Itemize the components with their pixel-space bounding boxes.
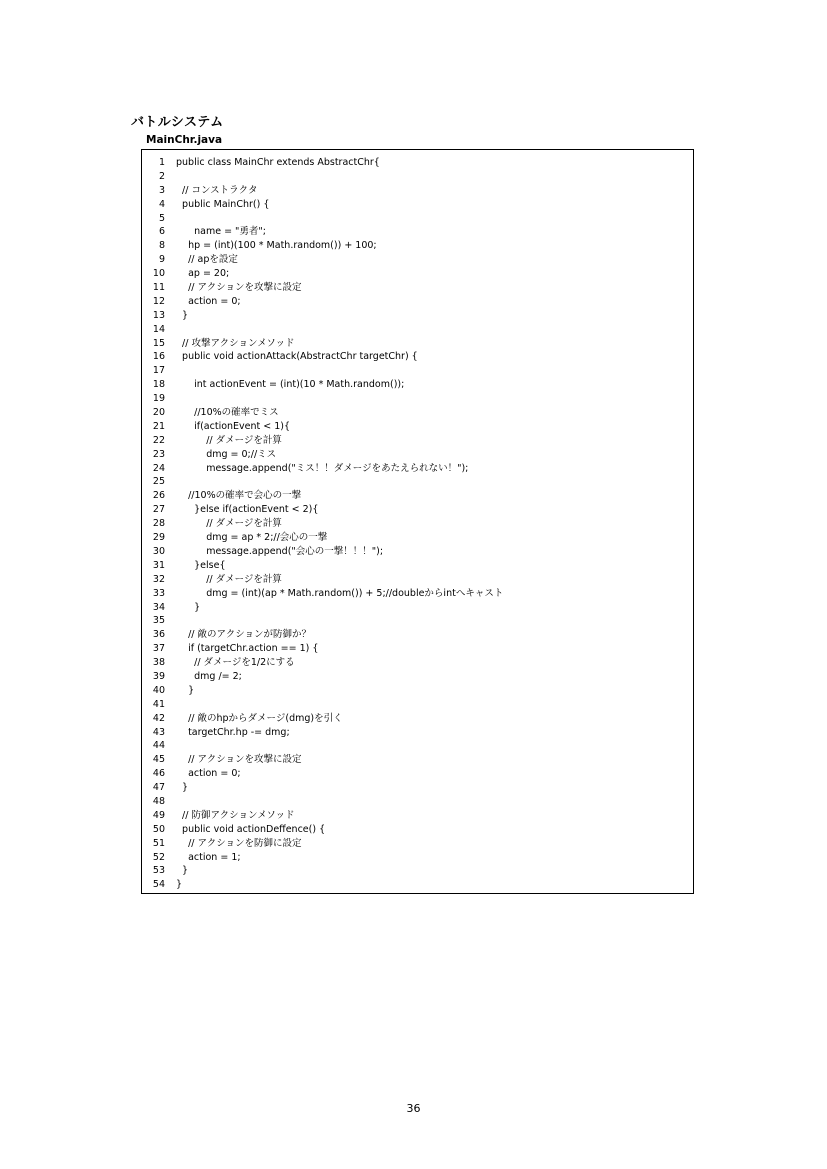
code-text: // 防御アクションメソッド <box>176 809 295 821</box>
code-line <box>142 267 693 281</box>
code-line <box>142 225 693 239</box>
code-line <box>142 837 693 851</box>
code-line <box>142 559 693 573</box>
line-number: 4 <box>158 198 165 210</box>
code-line <box>142 323 693 337</box>
line-number: 34 <box>152 601 165 613</box>
code-text: targetChr.hp -= dmg; <box>176 726 290 738</box>
line-number: 18 <box>152 379 165 391</box>
code-line <box>142 809 693 823</box>
line-number: 40 <box>152 684 165 696</box>
line-number: 46 <box>152 768 165 780</box>
code-text: // アクションを攻撃に設定 <box>176 282 302 294</box>
line-number: 50 <box>152 823 165 835</box>
code-line <box>142 851 693 865</box>
code-line <box>142 350 693 364</box>
line-number: 2 <box>158 170 165 182</box>
code-text: public class MainChr extends AbstractChr{ <box>176 157 380 168</box>
code-text: //10%の確率で会心の一撃 <box>176 490 302 502</box>
code-line <box>142 587 693 601</box>
code-line <box>142 531 693 545</box>
code-line <box>142 156 693 170</box>
code-text: // ダメージを計算 <box>176 434 282 446</box>
code-text: dmg = (int)(ap * Math.random()) + 5;//doubleからintへキャスト <box>176 587 504 599</box>
code-text: if(actionEvent < 1){ <box>176 420 291 432</box>
line-number: 5 <box>158 212 165 224</box>
line-number: 42 <box>152 712 165 724</box>
line-number: 33 <box>152 587 165 599</box>
line-number: 35 <box>152 615 165 627</box>
file-name: MainChr.java <box>146 134 223 146</box>
code-text: dmg = ap * 2;//会心の一撃 <box>176 532 328 544</box>
line-number: 49 <box>152 809 165 821</box>
code-text: }else if(actionEvent < 2){ <box>176 504 319 516</box>
line-number: 17 <box>152 365 165 377</box>
line-number: 26 <box>152 490 165 502</box>
code-text: action = 0; <box>176 768 241 780</box>
code-line <box>142 295 693 309</box>
code-line <box>142 281 693 295</box>
line-number: 29 <box>152 532 165 544</box>
code-line <box>142 378 693 392</box>
line-number: 51 <box>152 837 165 849</box>
code-line <box>142 448 693 462</box>
code-text: ap = 20; <box>176 268 230 280</box>
line-number: 38 <box>152 657 165 669</box>
line-number: 43 <box>152 726 165 738</box>
line-number: 28 <box>152 518 165 530</box>
code-listing <box>141 149 694 894</box>
line-number: 31 <box>152 559 165 571</box>
line-number: 54 <box>152 879 165 891</box>
code-line <box>142 781 693 795</box>
code-line <box>142 670 693 684</box>
code-line <box>142 309 693 323</box>
code-text: // アクションを攻撃に設定 <box>176 754 302 766</box>
code-text: action = 1; <box>176 851 241 863</box>
line-number: 8 <box>158 240 165 252</box>
code-text: // 敵のhpからダメージ(dmg)を引く <box>176 712 343 724</box>
code-line <box>142 628 693 642</box>
code-line <box>142 184 693 198</box>
code-line <box>142 406 693 420</box>
code-line <box>142 517 693 531</box>
code-text: name = "勇者"; <box>176 226 266 238</box>
code-line <box>142 878 693 892</box>
line-number: 37 <box>152 643 165 655</box>
line-number: 6 <box>158 226 165 238</box>
line-number: 25 <box>152 476 165 488</box>
line-number: 48 <box>152 795 165 807</box>
code-text: // ダメージを計算 <box>176 573 282 585</box>
code-line <box>142 656 693 670</box>
page-number: 36 <box>406 1102 421 1115</box>
line-number: 39 <box>152 670 165 682</box>
line-number: 1 <box>158 157 165 168</box>
code-line <box>142 573 693 587</box>
line-number: 32 <box>152 573 165 585</box>
code-line <box>142 712 693 726</box>
code-line <box>142 212 693 226</box>
code-line <box>142 545 693 559</box>
code-line <box>142 475 693 489</box>
code-line <box>142 489 693 503</box>
code-line <box>142 170 693 184</box>
line-number: 12 <box>152 295 165 307</box>
line-number: 27 <box>152 504 165 516</box>
code-line <box>142 503 693 517</box>
code-text: public void actionAttack(AbstractChr targetChr) { <box>176 351 418 363</box>
code-line <box>142 823 693 837</box>
code-line <box>142 726 693 740</box>
code-line <box>142 864 693 878</box>
code-line <box>142 767 693 781</box>
line-number: 15 <box>152 337 165 349</box>
code-line <box>142 795 693 809</box>
code-line <box>142 698 693 712</box>
line-number: 20 <box>152 407 165 419</box>
code-line <box>142 601 693 615</box>
code-line <box>142 642 693 656</box>
code-text: // apを設定 <box>176 254 238 266</box>
code-line <box>142 364 693 378</box>
line-number: 3 <box>158 184 165 196</box>
code-lines <box>142 156 693 892</box>
line-number: 10 <box>152 268 165 280</box>
code-text: // 攻撃アクションメソッド <box>176 337 295 349</box>
line-number: 19 <box>152 393 165 405</box>
line-number: 14 <box>152 323 165 335</box>
code-line <box>142 753 693 767</box>
line-number: 30 <box>152 545 165 557</box>
code-text: message.append("ミス！！ダメージをあたえられない！"); <box>176 462 469 474</box>
code-text: message.append("会心の一撃！！！"); <box>176 545 384 557</box>
code-line <box>142 253 693 267</box>
code-line <box>142 198 693 212</box>
code-text: int actionEvent = (int)(10 * Math.random()); <box>176 379 405 391</box>
line-number: 11 <box>152 282 165 294</box>
code-text: } <box>176 879 183 891</box>
line-number: 16 <box>152 351 165 363</box>
code-text: if (targetChr.action == 1) { <box>176 643 319 655</box>
line-number: 47 <box>152 782 165 794</box>
section-title: バトルシステム <box>131 115 224 130</box>
line-number: 22 <box>152 434 165 446</box>
line-number: 36 <box>152 629 165 641</box>
code-text: } <box>176 782 189 794</box>
line-number: 13 <box>152 309 165 321</box>
line-number: 45 <box>152 754 165 766</box>
code-text: dmg = 0;//ミス <box>176 448 277 460</box>
code-text: public void actionDeffence() { <box>176 823 326 835</box>
code-text: // ダメージを計算 <box>176 518 282 530</box>
code-text: // ダメージを1/2にする <box>176 657 295 669</box>
code-text: action = 0; <box>176 295 241 307</box>
line-number: 9 <box>158 254 165 266</box>
line-number: 24 <box>152 462 165 474</box>
line-number: 21 <box>152 420 165 432</box>
code-line <box>142 614 693 628</box>
code-line <box>142 337 693 351</box>
code-text: } <box>176 865 189 877</box>
code-text: }else{ <box>176 559 226 571</box>
code-line <box>142 392 693 406</box>
code-line <box>142 420 693 434</box>
code-text: } <box>176 684 195 696</box>
line-number: 23 <box>152 448 165 460</box>
line-number: 53 <box>152 865 165 877</box>
code-text: } <box>176 601 201 613</box>
code-text: public MainChr() { <box>176 198 270 210</box>
code-text: dmg /= 2; <box>176 670 242 682</box>
code-text: } <box>176 309 189 321</box>
code-line <box>142 684 693 698</box>
code-line <box>142 462 693 476</box>
line-number: 41 <box>152 698 165 710</box>
line-number: 44 <box>152 740 165 752</box>
code-line <box>142 239 693 253</box>
code-text: // 敵のアクションが防御か？ <box>176 629 312 641</box>
code-text: // コンストラクタ <box>176 184 258 196</box>
code-text: //10%の確率でミス <box>176 407 279 419</box>
code-line <box>142 434 693 448</box>
code-line <box>142 739 693 753</box>
code-text: // アクションを防御に設定 <box>176 837 302 849</box>
code-text: hp = (int)(100 * Math.random()) + 100; <box>176 240 377 252</box>
line-number: 52 <box>152 851 165 863</box>
